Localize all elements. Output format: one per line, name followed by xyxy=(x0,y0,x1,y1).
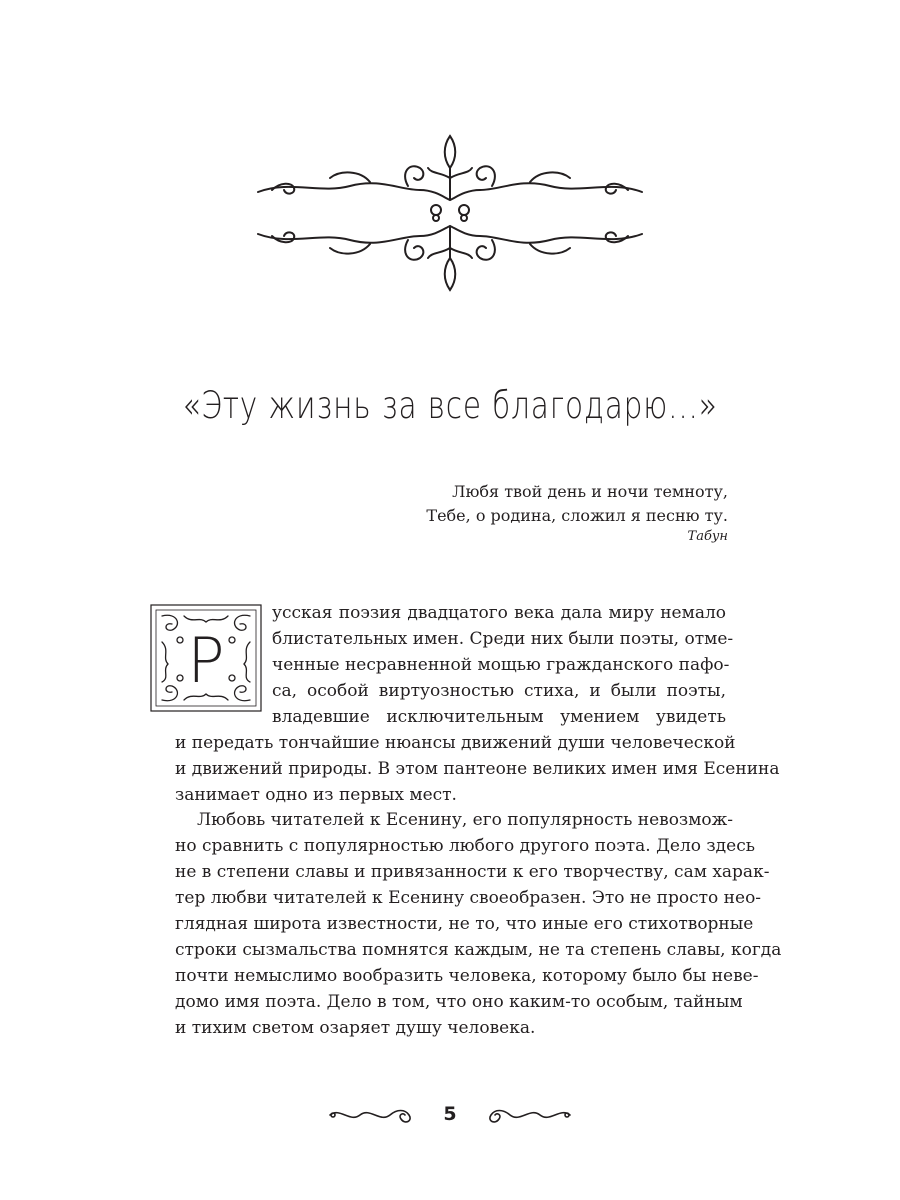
dropcap xyxy=(148,602,264,714)
paragraph-1 xyxy=(175,730,780,808)
paragraph-1-wrapped xyxy=(272,600,734,730)
text-line: но сравнить с популярностью любого другого поэта. Дело здесь xyxy=(175,836,755,856)
epigraph xyxy=(426,480,728,546)
text-line: усская поэзия двадцатого века дала миру немало xyxy=(272,603,726,623)
text-line: и движений природы. В этом пантеоне великих имен имя Есенина xyxy=(175,759,780,779)
text-line: почти немыслимо вообразить человека, которому было бы неве- xyxy=(175,966,759,986)
text-line: тер любви читателей к Есенину своеобразен. Это не просто нео- xyxy=(175,888,762,908)
paragraph-2 xyxy=(175,807,782,1041)
text-line: Любовь читателей к Есенину, его популярность невозмож- xyxy=(197,810,734,830)
page-number: 5 xyxy=(443,1103,457,1125)
text-line: и тихим светом озаряет душу человека. xyxy=(175,1018,536,1038)
text-line: глядная широта известности, не то, что иные его стихотворные xyxy=(175,914,754,934)
ornament-top xyxy=(250,128,650,298)
text-line: ченные несравненной мощью гражданского пафо- xyxy=(272,655,730,675)
text-line: домо имя поэта. Дело в том, что оно каким-то особым, тайным xyxy=(175,992,743,1012)
page-footer xyxy=(320,1095,580,1135)
epigraph-line: Тебе, о родина, сложил я песню ту. xyxy=(426,506,728,525)
footer-ornament-right xyxy=(480,1095,575,1135)
text-line: са, особой виртуозностью стиха, и были поэты, xyxy=(272,681,726,701)
epigraph-line: Любя твой день и ночи темноту, xyxy=(452,482,728,501)
epigraph-source: Табун xyxy=(687,529,728,544)
text-line: блистательных имен. Среди них были поэты, отме- xyxy=(272,629,734,649)
text-line: и передать тончайшие нюансы движений души человеческой xyxy=(175,733,736,753)
text-line: занимает одно из первых мест. xyxy=(175,785,457,805)
text-line: не в степени славы и привязанности к его творчеству, сам харак- xyxy=(175,862,770,882)
chapter-title: «Эту жизнь за все благодарю...» xyxy=(182,384,718,427)
dropcap-letter: Р xyxy=(187,624,225,697)
text-line: строки сызмальства помнятся каждым, не та степень славы, когда xyxy=(175,940,782,960)
text-line: владевшие исключительным умением увидеть xyxy=(272,707,726,727)
